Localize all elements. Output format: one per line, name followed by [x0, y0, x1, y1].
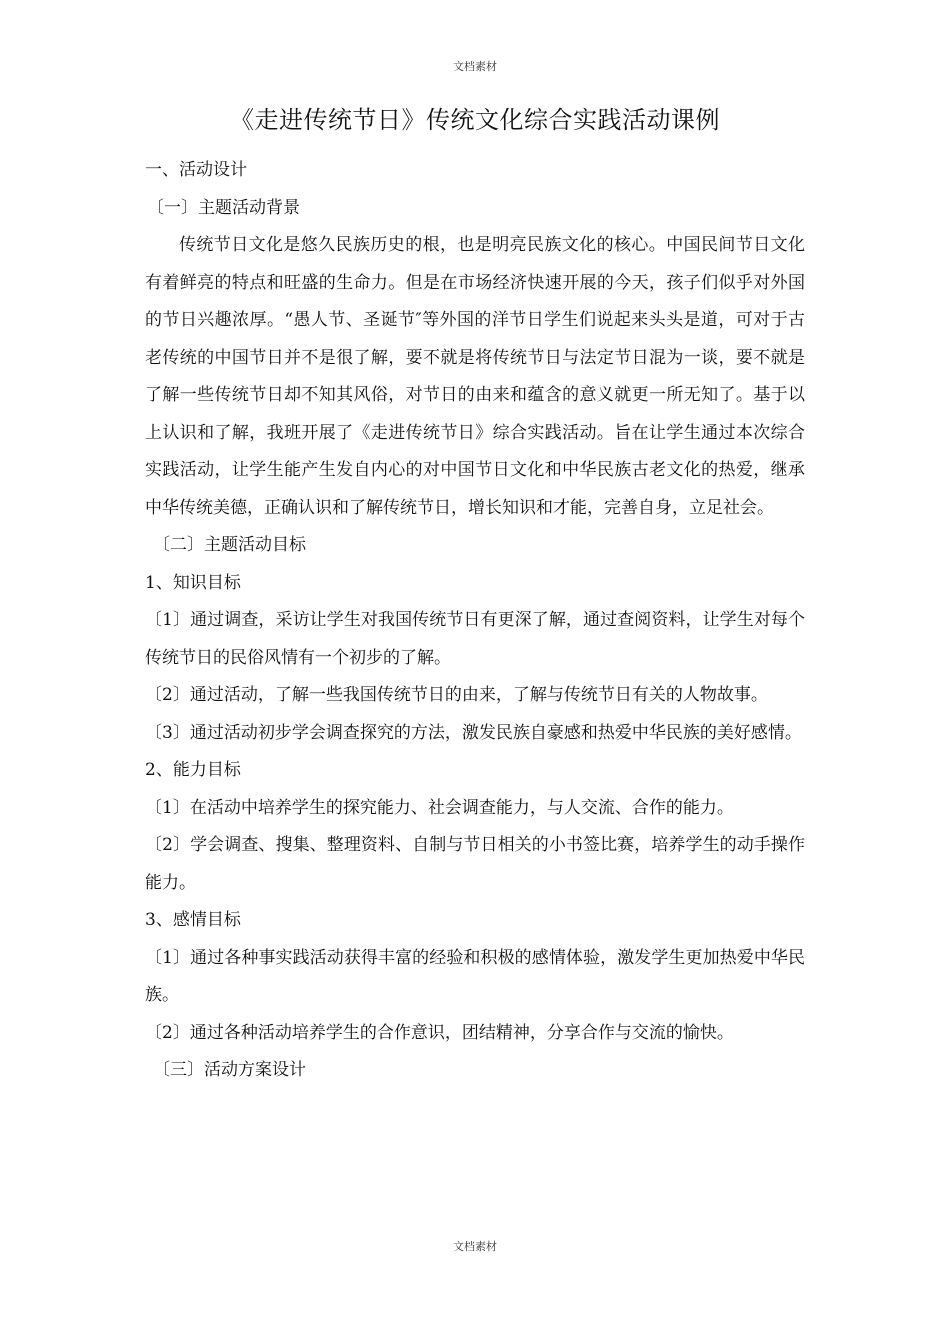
goal-heading: 3、感情目标 — [145, 910, 241, 930]
goal-item: 〔3〕通过活动初步学会调查探究的方法，激发民族自豪感和热爱中华民族的美好感情。 — [145, 722, 802, 743]
subsection-heading: 〔二〕主题活动目标 — [153, 535, 306, 555]
goal-item: 〔1〕通过各种事实践活动获得丰富的经验和积极的感情体验，激发学生更加热爱中华民族。 — [145, 947, 805, 1005]
subsection-heading: 〔三〕活动方案设计 — [153, 1060, 306, 1080]
page-header-mark: 文档素材 — [453, 60, 497, 73]
goal-item: 〔2〕通过活动，了解一些我国传统节日的由来，了解与传统节日有关的人物故事。 — [145, 685, 768, 705]
goal-heading: 2、能力目标 — [145, 760, 241, 780]
goal-item: 〔1〕通过调查，采访让学生对我国传统节日有更深了解，通过查阅资料，让学生对每个传统节日的民俗风情有一个初步的了解。 — [145, 610, 805, 668]
goal-item: 〔2〕通过各种活动培养学生的合作意识，团结精神，分享合作与交流的愉快。 — [145, 1022, 734, 1043]
subsection-heading: 〔一〕主题活动背景 — [147, 197, 300, 218]
page-footer-mark: 文档素材 — [453, 1240, 497, 1253]
goal-item: 〔2〕学会调查、搜集、整理资料、自制与节日相关的小书签比赛，培养学生的动手操作能力。 — [145, 835, 805, 893]
document-body — [145, 152, 805, 1090]
goal-item: 〔1〕在活动中培养学生的探究能力、社会调查能力，与人交流、合作的能力。 — [145, 797, 734, 818]
document-title: 《走进传统节日》传统文化综合实践活动课例 — [230, 106, 720, 134]
section-heading: 一、活动设计 — [145, 160, 247, 180]
background-paragraph: 传统节日文化是悠久民族历史的根，也是明亮民族文化的核心。中国民间节日文化有着鲜亮的特点和旺盛的生命力。但是在市场经济快速开展的今天，孩子们似乎对外国的节日兴趣浓厚。“愚人节、圣诞节″等外国的洋节日学生们说起来头头是道，可对于古老传统的中国节日并不是很了解，要不就是将传统节日与法定节日混为一谈，要不就是了解一些传统节日却不知其风俗，对节日的由来和蕴含的意义就更一所无知了。基于以上认识和了解，我班开展了《走进传统节日》综合实践活动。旨在让学生通过本次综合实践活动，让学生能产生发自内心的对中国节日文化和中华民族古老文化的热爱，继承中华传统美德，正确认识和了解传统节日，增长知识和才能，完善自身，立足社会。 — [145, 235, 805, 518]
goal-heading: 1、知识目标 — [145, 572, 241, 593]
